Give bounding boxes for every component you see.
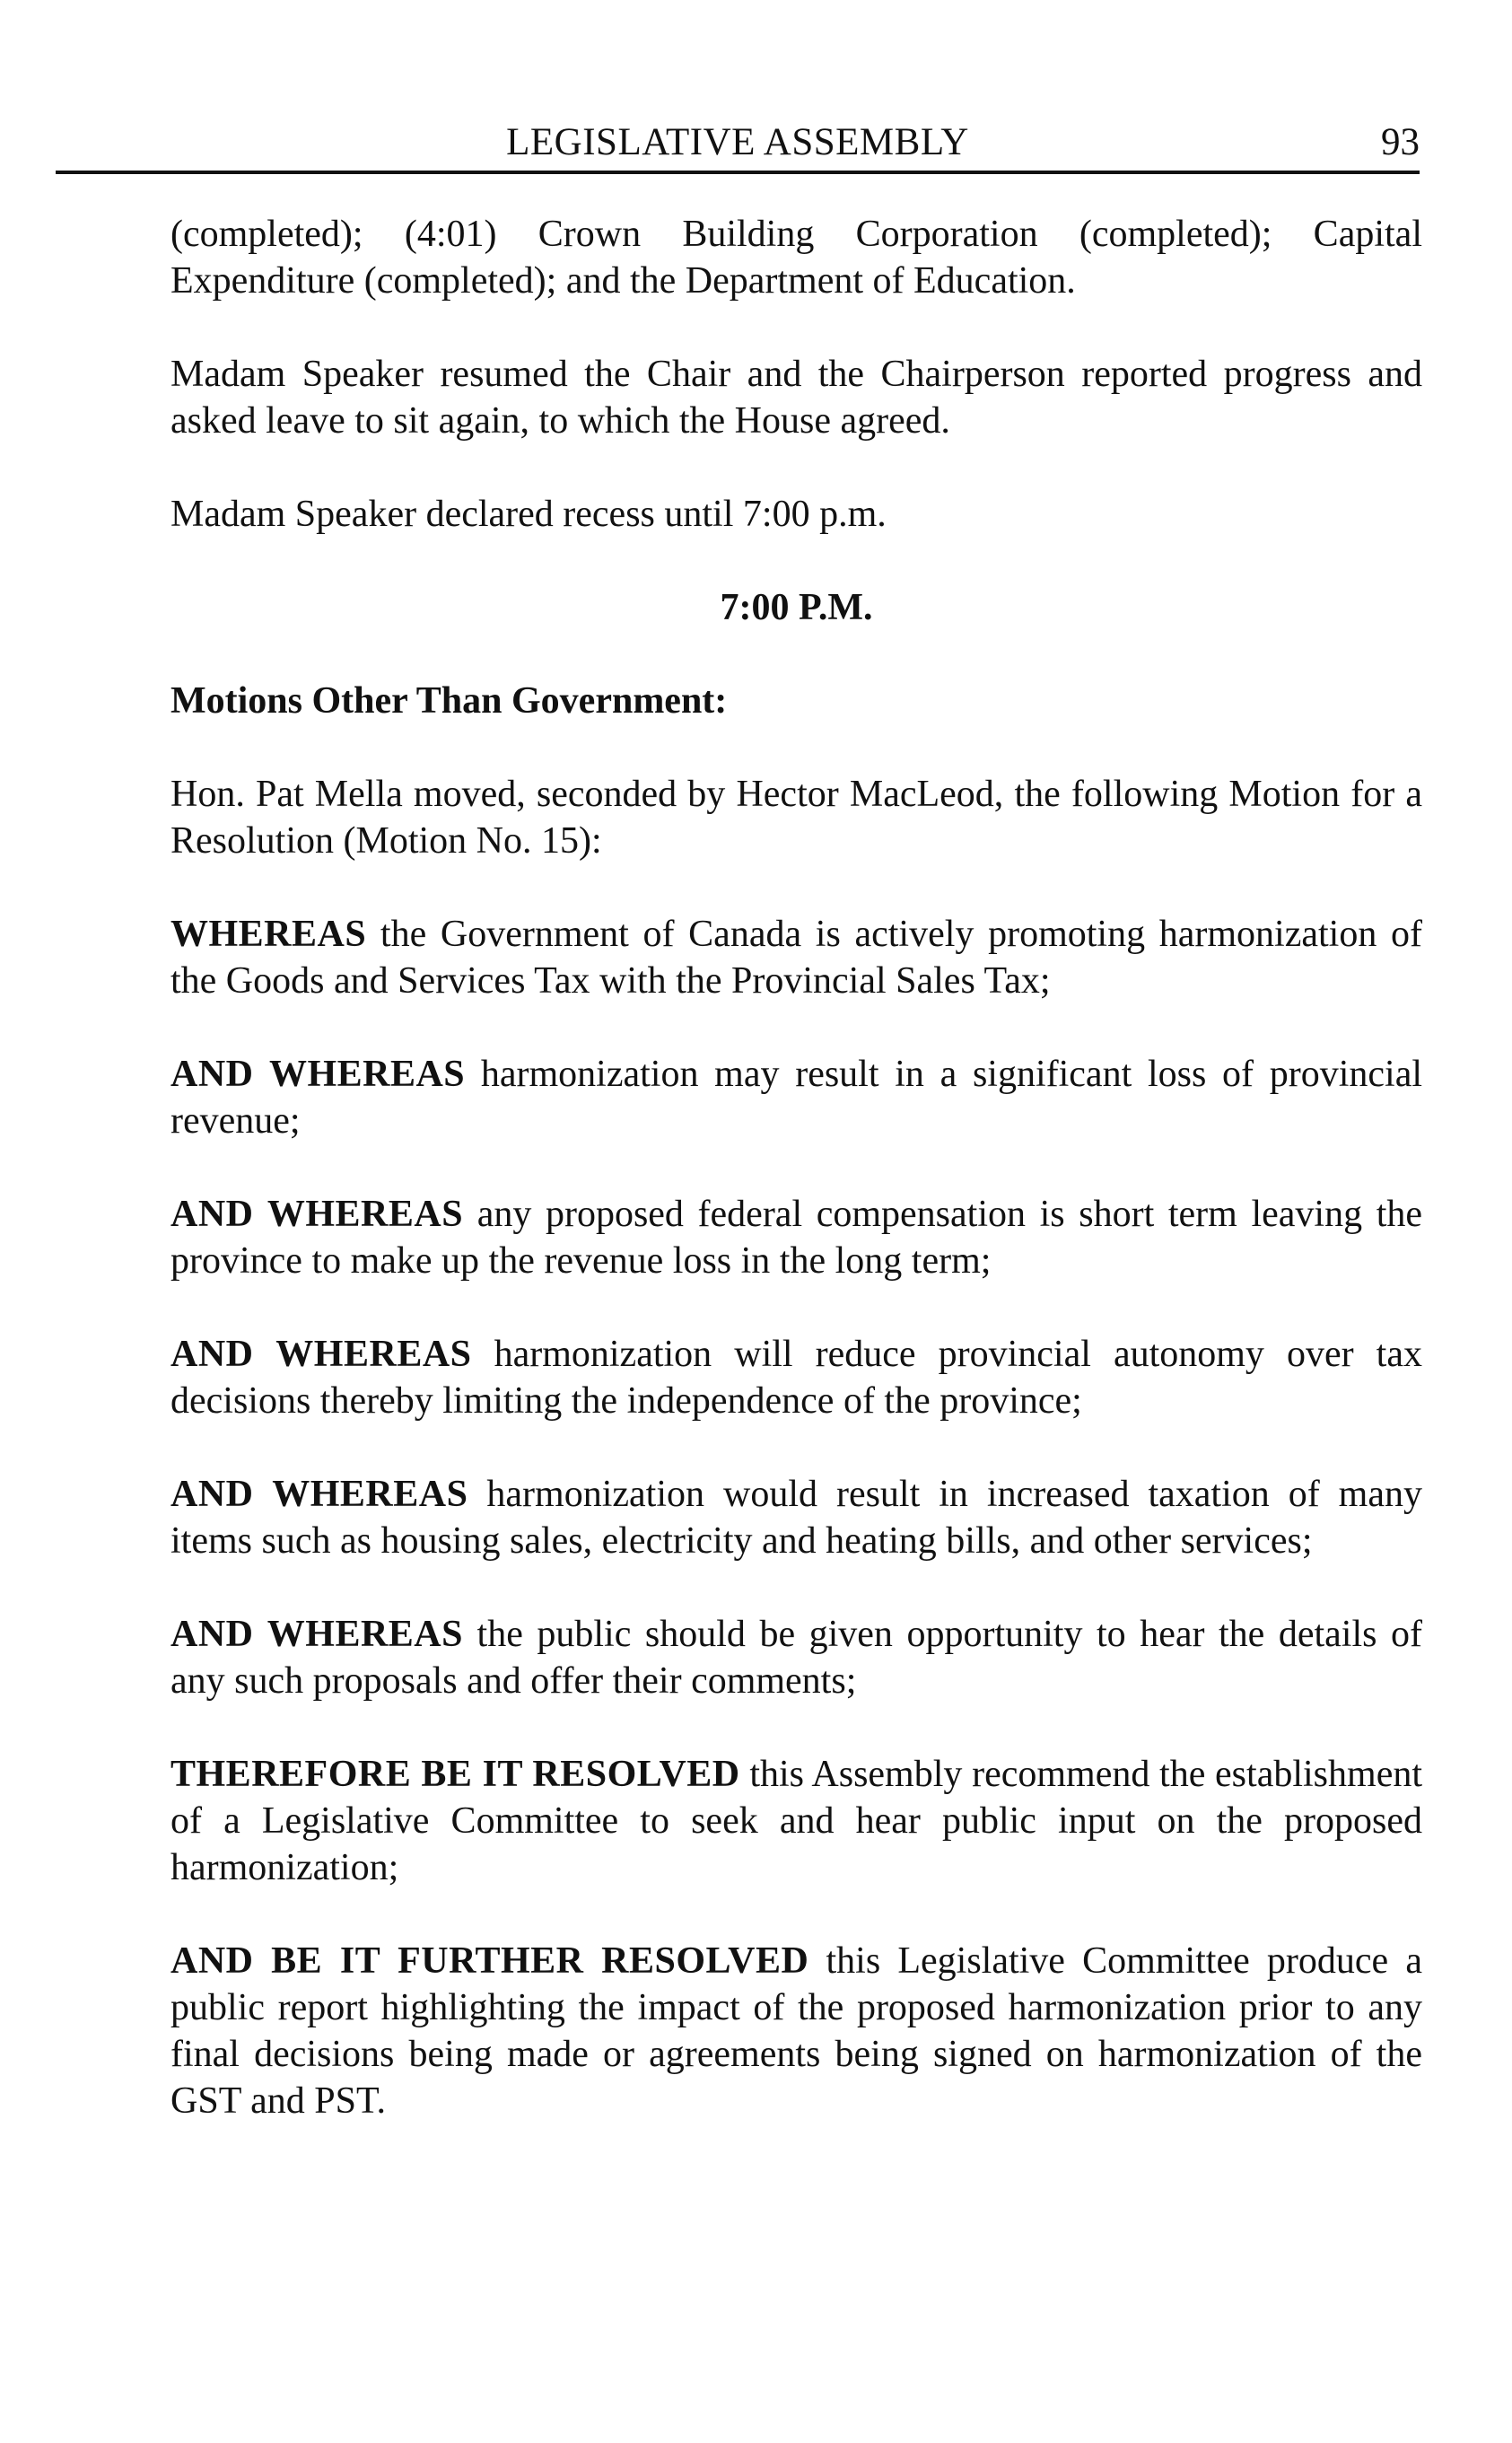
clause-lead: AND WHEREAS [170, 1054, 466, 1095]
paragraph-recess: Madam Speaker declared recess until 7:00 p.m. [170, 494, 887, 535]
running-head-title: LEGISLATIVE ASSEMBLY [506, 121, 969, 163]
clause-whereas-3 [170, 1191, 1422, 1284]
clause-whereas-2 [170, 1051, 1422, 1144]
clause-lead: AND WHEREAS [170, 1334, 472, 1375]
page-body [170, 211, 1422, 2171]
paragraph-motion-intro: Hon. Pat Mella moved, seconded by Hector MacLeod, the following Motion for a Resolution (Motion No. 15): [170, 774, 1422, 862]
clause-lead: WHEREAS [170, 914, 367, 955]
clause-lead: AND WHEREAS [170, 1194, 464, 1235]
clause-text: harmonization would result in increased taxation of many items such as housing sales, electricity and heating bills, and other services; [170, 1474, 1422, 1562]
page-number: 93 [1381, 121, 1420, 163]
clause-text: any proposed federal compensation is short term leaving the province to make up the revenue loss in the long term; [170, 1194, 1423, 1282]
clause-whereas-5 [170, 1471, 1422, 1564]
clause-whereas-6 [170, 1611, 1422, 1704]
clause-whereas-1 [170, 911, 1422, 1004]
clause-further-resolved [170, 1938, 1422, 2124]
clause-text: the public should be given opportunity to hear the details of any such proposals and offer their comments; [170, 1614, 1423, 1702]
clause-text: harmonization will reduce provincial autonomy over tax decisions thereby limiting the independence of the province; [170, 1334, 1422, 1422]
paragraph-committee-progress: (completed); (4:01) Crown Building Corporation (completed); Capital Expenditure (completed); and the Department of Education. [170, 214, 1422, 302]
clause-text: harmonization may result in a significant loss of provincial revenue; [170, 1054, 1422, 1142]
clause-lead: AND WHEREAS [170, 1474, 468, 1515]
clause-text: the Government of Canada is actively promoting harmonization of the Goods and Services Tax with the Provincial Sales Tax; [170, 914, 1422, 1002]
header-rule [56, 171, 1420, 174]
clause-resolved [170, 1751, 1422, 1891]
clause-text: this Legislative Committee produce a public report highlighting the impact of the proposed harmonization prior to any final decisions being made or agreements being signed on harmonization of the GST and PST. [170, 1940, 1422, 2122]
time-heading: 7:00 P.M. [720, 587, 873, 628]
clause-lead: THEREFORE BE IT RESOLVED [170, 1754, 740, 1795]
page-header [56, 115, 1420, 169]
paragraph-speaker-resumed: Madam Speaker resumed the Chair and the Chairperson reported progress and asked leave to sit again, to which the House agreed. [170, 354, 1422, 442]
clause-text: this Assembly recommend the establishment of a Legislative Committee to seek and hear public input on the proposed harmonization; [170, 1754, 1423, 1888]
clause-lead: AND BE IT FURTHER RESOLVED [170, 1940, 809, 1982]
clause-lead: AND WHEREAS [170, 1614, 463, 1655]
section-heading: Motions Other Than Government: [170, 680, 728, 722]
clause-whereas-4 [170, 1331, 1422, 1424]
